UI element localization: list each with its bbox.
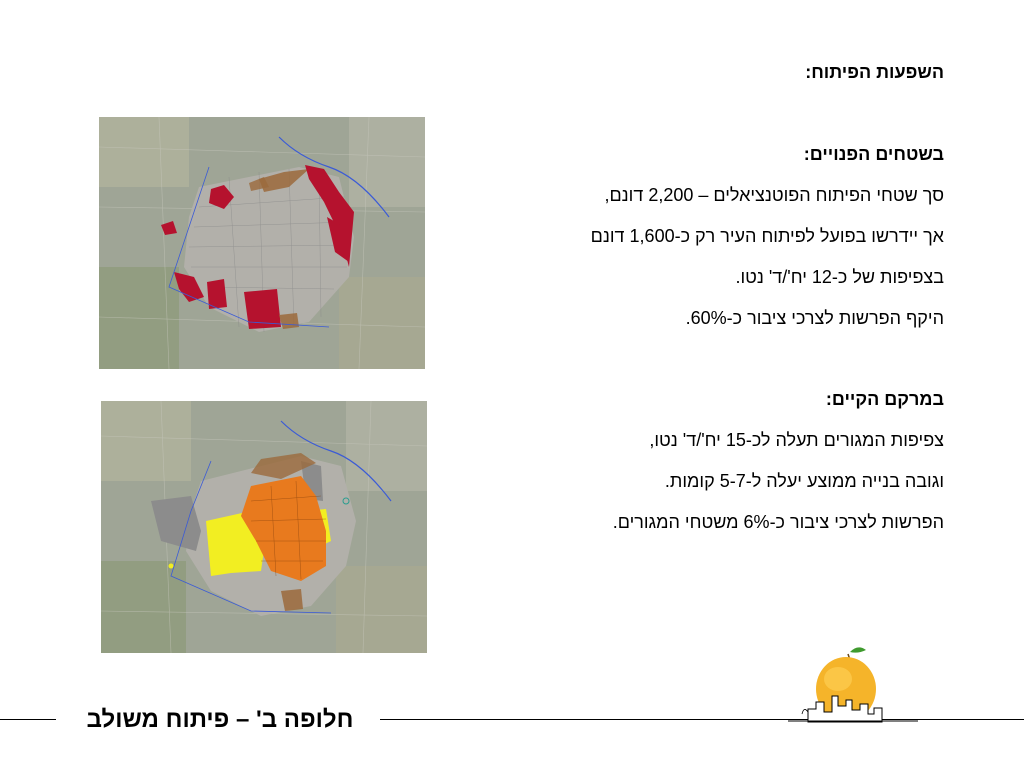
footer-title: חלופה ב' – פיתוח משולב (86, 706, 354, 733)
vacant-areas-map (99, 117, 425, 369)
footer-rule-left (0, 719, 56, 720)
section2-heading: במרקם הקיים: (825, 389, 944, 409)
footer-rule-right (380, 719, 1024, 720)
section2-line-2: וגובה בנייה ממוצע יעלה ל-5-7 קומות. (664, 471, 944, 491)
text-block (474, 60, 944, 534)
section1-line-4: היקף הפרשות לצרכי ציבור כ-60%. (685, 308, 944, 328)
section1-line-1: סך שטחי הפיתוח הפוטנציאלים – 2,200 דונם, (604, 185, 944, 205)
existing-fabric-map (101, 401, 427, 653)
section2-line-3: הפרשות לצרכי ציבור כ-6% משטחי המגורים. (612, 512, 944, 532)
section1-line-3: בצפיפות של כ-12 יח'/ד' נטו. (735, 267, 944, 287)
section2-line-1: צפיפות המגורים תעלה לכ-15 יח'/ד' נטו, (649, 430, 944, 450)
orange-city-logo (788, 644, 918, 724)
section1-line-2: אך יידרשו בפועל לפיתוח העיר רק כ-1,600 דונם (590, 226, 944, 246)
main-heading: השפעות הפיתוח: (805, 62, 944, 82)
section1-heading: בשטחים הפנויים: (803, 144, 944, 164)
